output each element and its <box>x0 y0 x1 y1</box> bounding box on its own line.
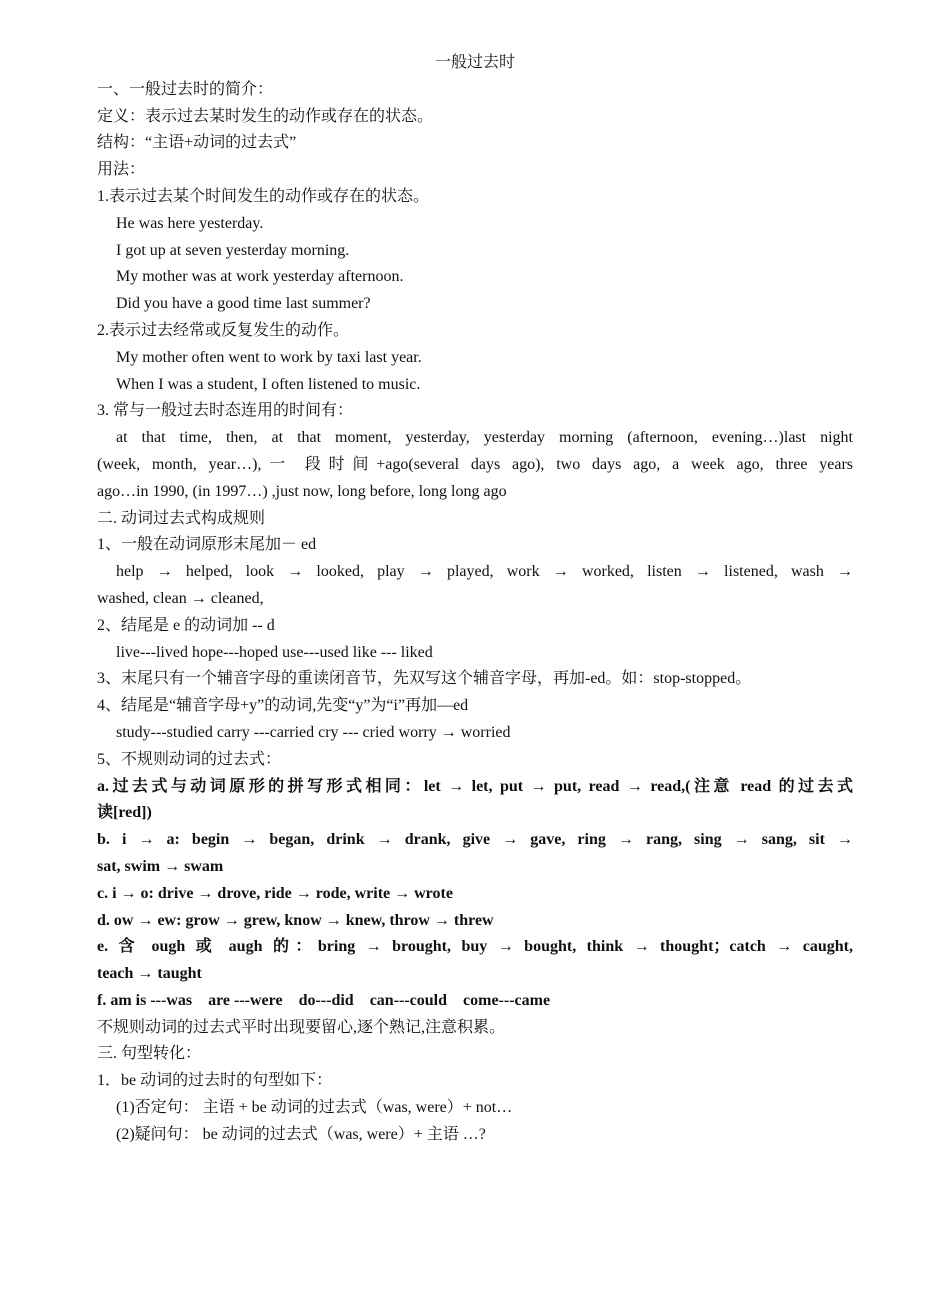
example-sentence: When I was a student, I often listened to music. <box>116 375 421 393</box>
time-expressions-line: ago…in 1990, (in 1997…) ,just now, long before, long long ago <box>97 482 507 500</box>
note-line: 不规则动词的过去式平时出现要留心,逐个熟记,注意积累。 <box>97 1018 506 1036</box>
page-title: 一般过去时 <box>434 54 515 71</box>
irregular-verbs-line: b. i → a: begin → began, drink → drank, give → gave, ring → rang, sing → sang, sit → <box>97 831 853 849</box>
rule-line: 5、不规则动词的过去式： <box>97 750 282 768</box>
verb-examples-line: study---studied carry ---carried cry --- cried worry → worried <box>116 723 511 741</box>
irregular-verbs-line: d. ow → ew: grow → grew, know → knew, throw → threw <box>97 911 494 929</box>
verb-examples-line: live---lived hope---hoped use---used like --- liked <box>116 643 433 661</box>
example-sentence: My mother often went to work by taxi last year. <box>116 348 422 366</box>
text-line: 定义：表示过去某时发生的动作或存在的状态。 <box>97 107 434 125</box>
text-line: 1.表示过去某个时间发生的动作或存在的状态。 <box>97 187 430 205</box>
rule-line: 4、结尾是“辅音字母+y”的动词,先变“y”为“i”再加—ed <box>97 697 469 715</box>
section-heading: 二. 动词过去式构成规则 <box>97 509 266 527</box>
rule-line: 1．be 动词的过去时的句型如下： <box>97 1072 333 1090</box>
rule-line: 2、结尾是 e 的动词加 -- d <box>97 616 275 634</box>
rule-line: 1、一般在动词原形末尾加－ ed <box>97 536 317 554</box>
example-sentence: He was here yesterday. <box>116 214 264 232</box>
verb-examples-line: washed, clean → cleaned, <box>97 589 264 607</box>
example-sentence: My mother was at work yesterday afternoon. <box>116 268 404 286</box>
text-line: 用法： <box>97 161 146 179</box>
example-sentence: I got up at seven yesterday morning. <box>116 241 350 259</box>
irregular-verbs-line: a.过去式与动词原形的拼写形式相同：let → let, put → put, read → read,(注意 read 的过去式 <box>97 777 853 795</box>
verb-examples-line: help → helped, look → looked, play → played, work → worked, listen → listened, wash → <box>116 563 853 581</box>
irregular-verbs-line: f. am is ---was are ---were do---did can---could come---came <box>97 991 551 1009</box>
text-line: 结构：“主语+动词的过去式” <box>97 134 297 152</box>
irregular-verbs-line: teach → taught <box>97 965 202 983</box>
irregular-verbs-line: c. i → o: drive → drove, ride → rode, write → wrote <box>97 884 453 902</box>
irregular-verbs-line: e. 含 ough 或 augh 的：bring → brought, buy → bought, think → thought；catch → caught, <box>97 938 853 956</box>
section-heading: 一、一般过去时的简介： <box>97 80 274 98</box>
sentence-pattern-line: (1)否定句： 主语 + be 动词的过去式（was, were）+ not… <box>116 1099 513 1117</box>
section-heading: 三. 句型转化： <box>97 1045 202 1063</box>
sentence-pattern-line: (2)疑问句： be 动词的过去式（was, were）+ 主语 …? <box>116 1125 486 1143</box>
irregular-verbs-line: 读[red]) <box>97 804 152 822</box>
time-expressions-line: at that time, then, at that moment, yesterday, yesterday morning (afternoon, evening…)last night <box>116 429 853 447</box>
text-line: 3. 常与一般过去时态连用的时间有： <box>97 402 354 420</box>
irregular-verbs-line: sat, swim → swam <box>97 857 224 875</box>
rule-line: 3、末尾只有一个辅音字母的重读闭音节，先双写这个辅音字母，再加-ed。如：stop-stopped。 <box>97 670 752 688</box>
text-line: 2.表示过去经常或反复发生的动作。 <box>97 321 350 339</box>
time-expressions-line: (week, month, year…),一 段时间+ago(several days ago), two days ago, a week ago, three years <box>97 455 853 473</box>
example-sentence: Did you have a good time last summer? <box>116 295 371 313</box>
